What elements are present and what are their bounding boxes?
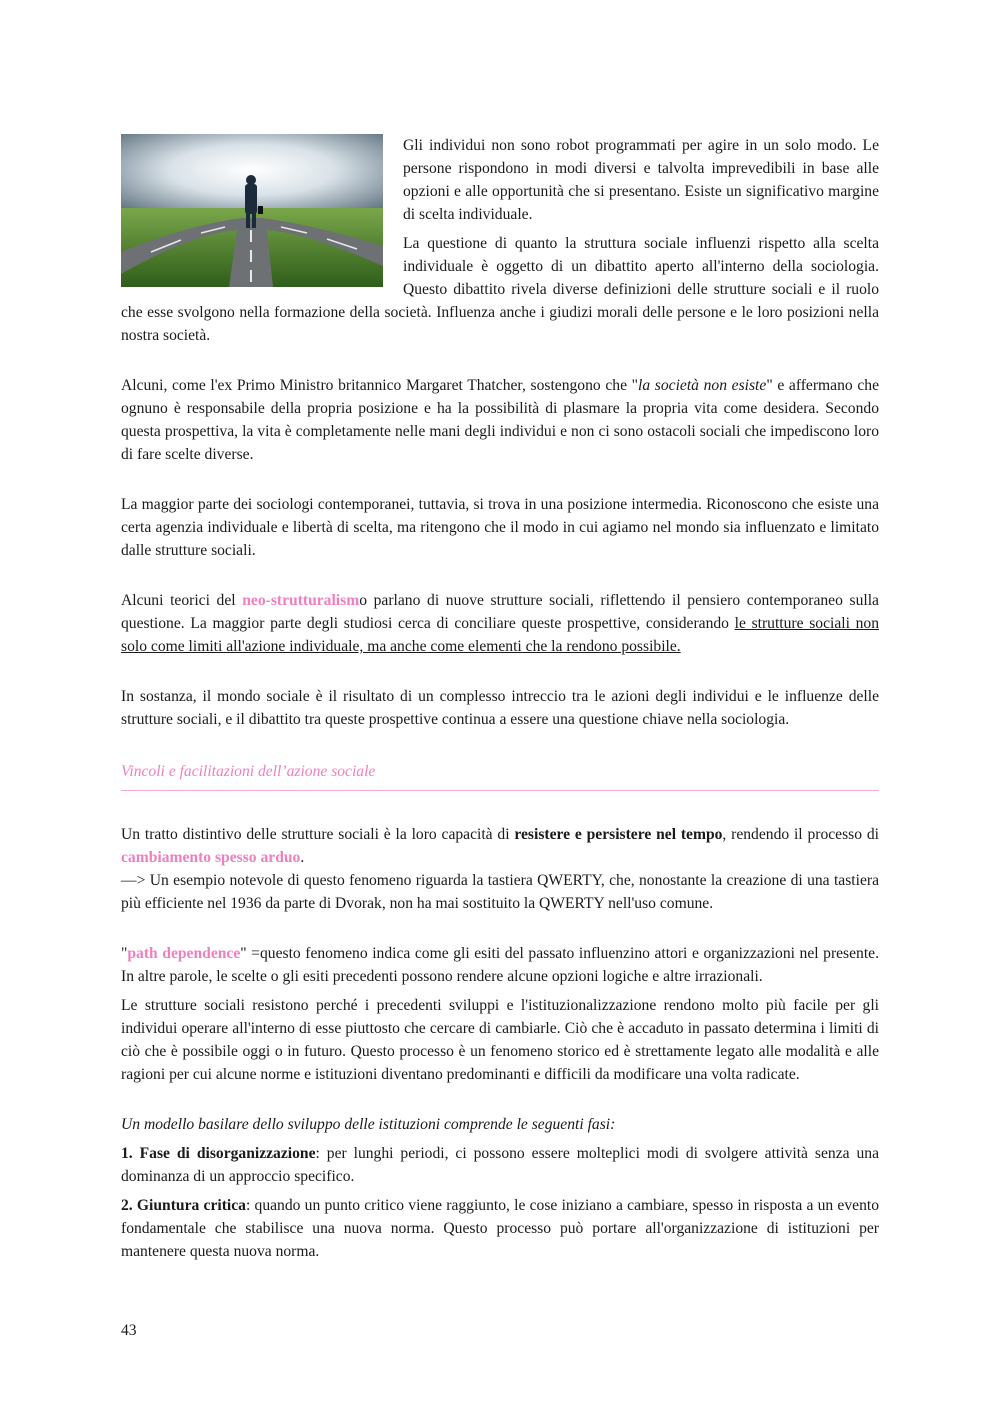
- term-change: cambiamento spesso arduo: [121, 849, 301, 866]
- paragraph-debate: La questione di quanto la struttura sociale influenzi rispetto alla scelta individuale è oggetto di un dibattito aperto all'interno della sociologia. Questo dibattito rivela diverse definizioni delle strutture sociali e il ruolo che esse svolgono nella formazione della società. Influenza anche i giudizi morali delle persone e le loro posizioni nella nostra società.: [121, 235, 879, 344]
- paragraph-path-dependence: "path dependence" =questo fenomeno indica come gli esiti del passato influenzino attori e organizzazioni nel presente. In altre parole, le scelte o gli esiti precedenti possono rendere alcune opzioni logiche e altre irrazionali.: [121, 945, 879, 985]
- underlined-phrase: le strutture sociali non solo come limiti all'azione individuale, ma anche come elementi che la rendono possibile.: [121, 615, 879, 655]
- page-content: [121, 134, 879, 1263]
- quote-society: la società non esiste: [638, 377, 767, 394]
- crossroads-icon: [121, 134, 383, 287]
- paragraph-sociologists: La maggior parte dei sociologi contemporanei, tuttavia, si trova in una posizione intermedia. Riconoscono che esiste una certa agenzia individuale e libertà di scelta, ma ritengono che il modo in cui agiamo nel mondo sia influenzato e limitato dalle strutture sociali.: [121, 496, 879, 559]
- paragraph-resistance: Le strutture sociali resistono perché i precedenti sviluppi e l'istituzionalizzazione rendono molto più facile per gli individui operare all'interno di esse piuttosto che cercare di cambiarle. Ciò che è accaduto in passato determina i limiti di ciò che è possibile oggi o in futuro. Questo processo è un fenomeno storico ed è strettamente legato alle modalità e alle ragioni per cui alcune norme e istituzioni diventano predominanti e difficili da modificare una volta radicate.: [121, 997, 879, 1083]
- list-item-disorganization: 1. Fase di disorganizzazione: per lunghi periodi, ci possono essere molteplici modi di svolgere attività senza una dominanza di un approccio specifico.: [121, 1145, 879, 1185]
- term-neostructuralism: neo-strutturalism: [242, 592, 360, 609]
- crossroads-photo: [121, 134, 383, 287]
- bold-persistence: resistere e persistere nel tempo: [514, 826, 723, 843]
- paragraph-model-intro: Un modello basilare dello sviluppo delle istituzioni comprende le seguenti fasi:: [121, 1116, 616, 1133]
- paragraph-persistence: Un tratto distintivo delle strutture sociali è la loro capacità di resistere e persistere nel tempo, rendendo il processo di cambiamento spesso arduo.: [121, 826, 879, 866]
- paragraph-intro: Gli individui non sono robot programmati per agire in un solo modo. Le persone rispondono in modi diversi e talvolta imprevedibili in base alle opzioni e alle opportunità che si presentano. Esiste un significativo margine di scelta individuale.: [403, 137, 879, 223]
- paragraph-summary: In sostanza, il mondo sociale è il risultato di un complesso intreccio tra le azioni degli individui e le influenze delle strutture sociali, e il dibattito tra queste prospettive continua a essere una questione chiave nella sociologia.: [121, 688, 879, 728]
- term-path-dependence: path dependence: [127, 945, 241, 962]
- paragraph-neostructuralism: Alcuni teorici del neo-strutturalismo parlano di nuove strutture sociali, riflettendo il pensiero contemporaneo sulla questione. La maggior parte degli studiosi cerca di conciliare queste prospettive, considerando le strutture sociali non solo come limiti all'azione individuale, ma anche come elementi che la rendono possibile.: [121, 592, 879, 655]
- paragraph-thatcher: Alcuni, come l'ex Primo Ministro britannico Margaret Thatcher, sostengono che "la società non esiste" e affermano che ognuno è responsabile della propria posizione e ha la possibilità di plasmare la propria vita come desidera. Secondo questa prospettiva, la vita è completamente nelle mani degli individui e non ci sono ostacoli sociali che impediscono loro di fare scelte diverse.: [121, 377, 879, 463]
- section-heading: Vincoli e facilitazioni dell’azione sociale: [121, 760, 879, 791]
- paragraph-qwerty: —> Un esempio notevole di questo fenomeno riguarda la tastiera QWERTY, che, nonostante la creazione di una tastiera più efficiente nel 1936 da parte di Dvorak, non ha mai sostituito la QWERTY nell'uso comune.: [121, 872, 879, 912]
- page-number: 43: [121, 1322, 137, 1339]
- list-item-critical-juncture: 2. Giuntura critica: quando un punto critico viene raggiunto, le cose iniziano a cambiare, spesso in risposta a un evento fondamentale che stabilisce una nuova norma. Questo processo può portare all'organizzazione di istituzioni per mantenere questa nuova norma.: [121, 1197, 879, 1260]
